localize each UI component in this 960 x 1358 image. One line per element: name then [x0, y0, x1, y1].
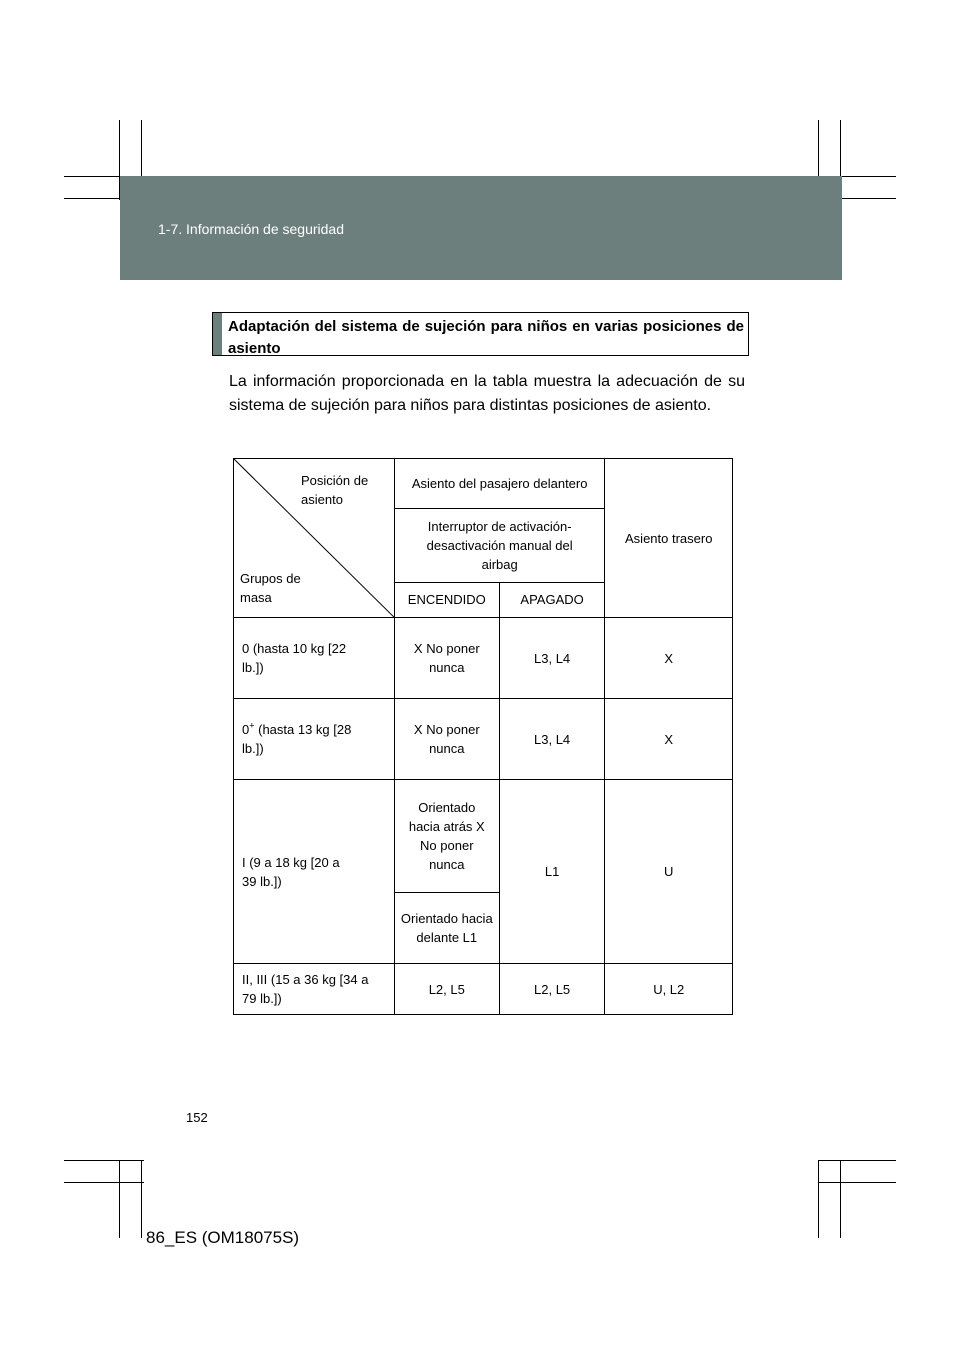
corner-seat-position-label: Posición de asiento — [301, 473, 369, 507]
on-cell: X No poner nunca — [394, 618, 499, 699]
airbag-switch-header: Interruptor de activación-desactivación manual del airbag — [394, 508, 605, 582]
corner-mass-group-label: Grupos de masa — [240, 571, 301, 605]
on-cell: X No poner nunca — [394, 699, 499, 780]
rear-seat-header: Asiento trasero — [605, 459, 733, 618]
on-cell-rearward: Orientado hacia atrás X No poner nunca — [394, 780, 499, 893]
mass-group-cell: II, III (15 a 36 kg [34 a 79 lb.]) — [234, 964, 395, 1015]
crop-mark — [119, 1160, 120, 1238]
table-row — [234, 618, 733, 699]
crop-mark — [840, 1160, 841, 1238]
table-row — [234, 964, 733, 1015]
document-code: 86_ES (OM18075S) — [146, 1228, 300, 1247]
off-cell: L3, L4 — [499, 618, 605, 699]
intro-paragraph: La información proporcionada en la tabla muestra la adecuación de su sistema de sujeción para niños para distintas posiciones de asiento. — [229, 373, 745, 414]
page-number: 152 — [186, 1110, 208, 1125]
seat-compatibility-table — [233, 458, 733, 1015]
off-cell: L3, L4 — [499, 699, 605, 780]
off-cell: L1 — [499, 780, 605, 964]
subsection-accent-bar — [213, 313, 222, 355]
off-header: APAGADO — [499, 582, 605, 617]
front-seat-header: Asiento del pasajero delantero — [394, 459, 605, 509]
off-cell: L2, L5 — [499, 964, 605, 1015]
mass-group-cell: I (9 a 18 kg [20 a 39 lb.]) — [234, 780, 395, 964]
crop-mark — [141, 1160, 142, 1238]
rear-cell: U — [605, 780, 733, 964]
section-label: 1-7. Información de seguridad — [158, 221, 344, 237]
rear-cell: X — [605, 618, 733, 699]
table-corner-cell — [234, 459, 395, 618]
on-cell: L2, L5 — [394, 964, 499, 1015]
rear-cell: U, L2 — [605, 964, 733, 1015]
crop-mark — [64, 1160, 144, 1161]
mass-group-cell: 0+ (hasta 13 kg [28 lb.]) — [234, 699, 395, 780]
crop-mark — [64, 1182, 144, 1183]
crop-mark — [818, 1160, 819, 1238]
crop-mark — [818, 1182, 896, 1183]
crop-mark — [818, 1160, 896, 1161]
subsection-heading — [212, 312, 749, 356]
rear-cell: X — [605, 699, 733, 780]
table-row — [234, 780, 733, 893]
on-cell-forward: Orientado hacia delante L1 — [394, 893, 499, 964]
on-header: ENCENDIDO — [394, 582, 499, 617]
mass-group-cell: 0 (hasta 10 kg [22 lb.]) — [234, 618, 395, 699]
table-row — [234, 699, 733, 780]
subsection-title: Adaptación del sistema de sujeción para niños en varias posiciones de asiento — [228, 318, 744, 357]
